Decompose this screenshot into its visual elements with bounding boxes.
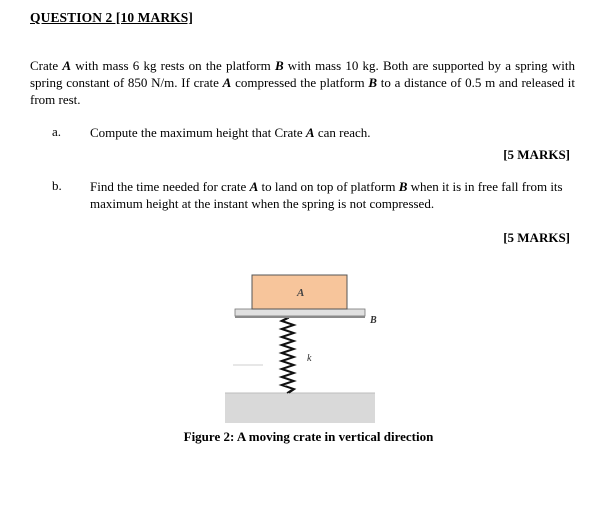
platform-b xyxy=(235,309,365,316)
problem-statement: Crate A with mass 6 kg rests on the platform B with mass 10 kg. Both are supported by a spring with spring constant of 850 N/m. If crate A compressed the platform B to a distance of 0.5 m and released it from rest. xyxy=(30,58,575,107)
crate-a-label: A xyxy=(297,287,305,299)
figure-caption: Figure 2: A moving crate in vertical direction xyxy=(183,429,434,444)
question-b-marks: [5 MARKS] xyxy=(503,230,570,245)
platform-b-label: B xyxy=(370,315,377,326)
question-heading: QUESTION 2 [10 MARKS] xyxy=(30,10,193,25)
question-b-letter: b. xyxy=(52,178,62,193)
question-a-marks: [5 MARKS] xyxy=(503,147,570,162)
question-a-letter: a. xyxy=(52,124,62,139)
question-b-text: Find the time needed for crate A to land on top of platform B when it is in free fall from its maximum height at the instant when the spring is not compressed. xyxy=(90,179,563,211)
ground xyxy=(225,393,375,423)
crate-spring-figure xyxy=(225,265,375,430)
spring-k-label: k xyxy=(307,353,312,364)
question-a-text: Compute the maximum height that Crate A can reach. xyxy=(90,125,371,140)
